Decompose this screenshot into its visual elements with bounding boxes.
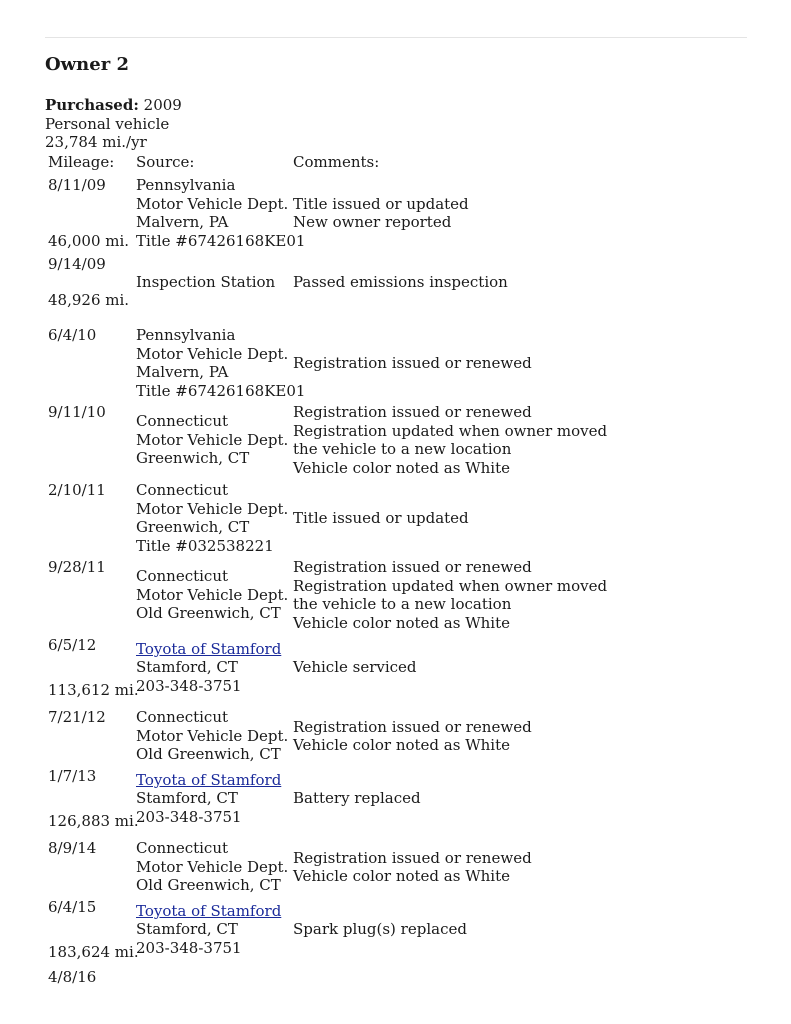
comment-line: Passed emissions inspection — [293, 272, 508, 291]
source-cell — [136, 326, 306, 400]
history-row — [0, 558, 791, 632]
source-line: Connecticut — [136, 412, 229, 431]
source-cell — [136, 636, 292, 699]
comment-line: Registration issued or renewed — [293, 353, 532, 372]
source-line: Malvern, PA — [136, 363, 229, 381]
record-date: 4/8/16 — [48, 968, 97, 986]
record-date: 6/5/12 — [48, 636, 97, 654]
history-row — [0, 636, 791, 699]
comment-line: Registration issued or renewed — [293, 403, 532, 421]
history-row — [0, 767, 791, 830]
source-line: Stamford, CT — [136, 789, 238, 808]
history-row — [0, 481, 791, 555]
comment-line: Vehicle color noted as White — [293, 867, 510, 885]
comments-cell — [293, 839, 713, 895]
history-row — [0, 708, 791, 764]
date-mileage-cell — [48, 176, 134, 250]
comments-cell — [293, 481, 713, 555]
record-date: 9/14/09 — [48, 255, 106, 273]
comment-line: Registration issued or renewed — [293, 848, 532, 867]
source-line: Greenwich, CT — [136, 449, 250, 468]
source-line: Motor Vehicle Dept. — [136, 194, 289, 213]
date-mileage-cell — [48, 767, 139, 830]
comment-line: Vehicle serviced — [293, 658, 417, 677]
date-mileage-cell — [48, 403, 134, 477]
comment-line: Registration updated when owner moved — [293, 421, 608, 440]
record-date: 9/28/11 — [48, 558, 106, 576]
record-mileage: 126,883 mi. — [48, 811, 139, 830]
source-line: Connecticut — [136, 839, 229, 858]
source-cell — [136, 767, 292, 830]
source-column-header: Source: — [136, 153, 195, 171]
comments-cell — [293, 636, 713, 699]
comment-line: Registration updated when owner moved — [293, 576, 608, 595]
comment-line: Vehicle color noted as White — [293, 458, 510, 477]
purchased-line — [45, 96, 182, 115]
source-line: Motor Vehicle Dept. — [136, 430, 289, 449]
source-cell — [136, 968, 292, 988]
source-line: Motor Vehicle Dept. — [136, 585, 289, 604]
source-line: Old Greenwich, CT — [136, 604, 281, 623]
comments-cell — [293, 898, 713, 961]
date-mileage-cell — [48, 481, 134, 555]
comments-cell — [293, 968, 713, 988]
annual-miles: 23,784 mi./yr — [45, 133, 147, 151]
date-mileage-cell — [48, 558, 134, 632]
source-cell — [136, 898, 292, 961]
record-date: 2/10/11 — [48, 481, 106, 499]
source-cell — [136, 708, 292, 764]
purchased-label: Purchased: — [45, 96, 139, 114]
source-line: Pennsylvania — [136, 176, 236, 194]
source-line: Old Greenwich, CT — [136, 745, 281, 764]
source-line: Connecticut — [136, 567, 229, 586]
record-mileage: 48,926 mi. — [48, 290, 130, 309]
source-link[interactable]: Toyota of Stamford — [136, 639, 282, 658]
comment-line: Title issued or updated — [293, 508, 469, 527]
source-line: Title #67426168KE01 — [136, 381, 306, 400]
source-line: Stamford, CT — [136, 920, 238, 939]
source-cell — [136, 558, 292, 632]
owner-summary — [45, 96, 182, 152]
history-row — [0, 968, 791, 988]
source-line: Title #67426168KE01 — [136, 231, 306, 250]
source-line: 203-348-3751 — [136, 676, 242, 695]
history-row — [0, 176, 791, 250]
comment-line: the vehicle to a new location — [293, 595, 512, 613]
source-line: Pennsylvania — [136, 326, 236, 344]
record-mileage: 46,000 mi. — [48, 231, 130, 250]
record-mileage: 183,624 mi. — [48, 942, 139, 961]
comment-line: Registration issued or renewed — [293, 717, 532, 736]
date-mileage-cell — [48, 326, 134, 400]
comments-cell — [293, 558, 713, 632]
source-line: Stamford, CT — [136, 658, 238, 677]
history-row — [0, 839, 791, 895]
source-line: Inspection Station — [136, 272, 276, 291]
comment-line: the vehicle to a new location — [293, 440, 512, 458]
comments-cell — [293, 708, 713, 764]
record-date: 6/4/15 — [48, 898, 97, 916]
source-link[interactable]: Toyota of Stamford — [136, 901, 282, 920]
comment-line: Spark plug(s) replaced — [293, 920, 467, 939]
source-line: Connecticut — [136, 481, 229, 499]
comments-cell — [293, 176, 713, 250]
comments-column-header: Comments: — [293, 153, 380, 171]
source-line: 203-348-3751 — [136, 807, 242, 826]
date-mileage-cell — [48, 968, 134, 988]
usage-type: Personal vehicle — [45, 114, 170, 133]
source-line: Greenwich, CT — [136, 518, 250, 536]
date-mileage-cell — [48, 898, 139, 961]
source-line: Motor Vehicle Dept. — [136, 726, 289, 745]
comments-cell — [293, 403, 713, 477]
date-mileage-cell — [48, 839, 134, 895]
history-row — [0, 255, 791, 309]
record-date: 9/11/10 — [48, 403, 106, 421]
history-row — [0, 403, 791, 477]
source-line: Old Greenwich, CT — [136, 876, 281, 895]
source-line: Title #032538221 — [136, 536, 274, 555]
source-line: Malvern, PA — [136, 213, 229, 231]
record-date: 8/11/09 — [48, 176, 106, 194]
record-date: 8/9/14 — [48, 839, 97, 857]
record-date: 7/21/12 — [48, 708, 106, 726]
comment-line: Title issued or updated — [293, 194, 469, 213]
source-line: Connecticut — [136, 708, 229, 727]
comment-line: Vehicle color noted as White — [293, 736, 510, 754]
source-cell — [136, 481, 292, 555]
source-cell — [136, 176, 306, 250]
mileage-column-header: Mileage: — [48, 153, 115, 171]
comment-line: Battery replaced — [293, 789, 421, 808]
comments-cell — [293, 326, 713, 400]
date-mileage-cell — [48, 708, 134, 764]
owner-title: Owner 2 — [45, 54, 129, 75]
record-date: 1/7/13 — [48, 767, 97, 785]
source-line: Motor Vehicle Dept. — [136, 344, 289, 363]
date-mileage-cell — [48, 255, 134, 309]
source-line: Motor Vehicle Dept. — [136, 857, 289, 876]
purchased-value: 2009 — [143, 96, 182, 114]
date-mileage-cell — [48, 636, 139, 699]
source-cell — [136, 255, 292, 309]
top-divider — [45, 37, 747, 38]
source-link[interactable]: Toyota of Stamford — [136, 770, 282, 789]
history-row — [0, 898, 791, 961]
comment-line: Vehicle color noted as White — [293, 613, 510, 632]
record-mileage: 113,612 mi. — [48, 680, 139, 699]
source-cell — [136, 403, 292, 477]
history-row — [0, 326, 791, 400]
source-line: 203-348-3751 — [136, 938, 242, 957]
comments-cell — [293, 255, 713, 309]
comments-cell — [293, 767, 713, 830]
comment-line: New owner reported — [293, 213, 452, 231]
comment-line: Registration issued or renewed — [293, 558, 532, 576]
source-cell — [136, 839, 292, 895]
source-line: Motor Vehicle Dept. — [136, 499, 289, 518]
record-date: 6/4/10 — [48, 326, 97, 344]
